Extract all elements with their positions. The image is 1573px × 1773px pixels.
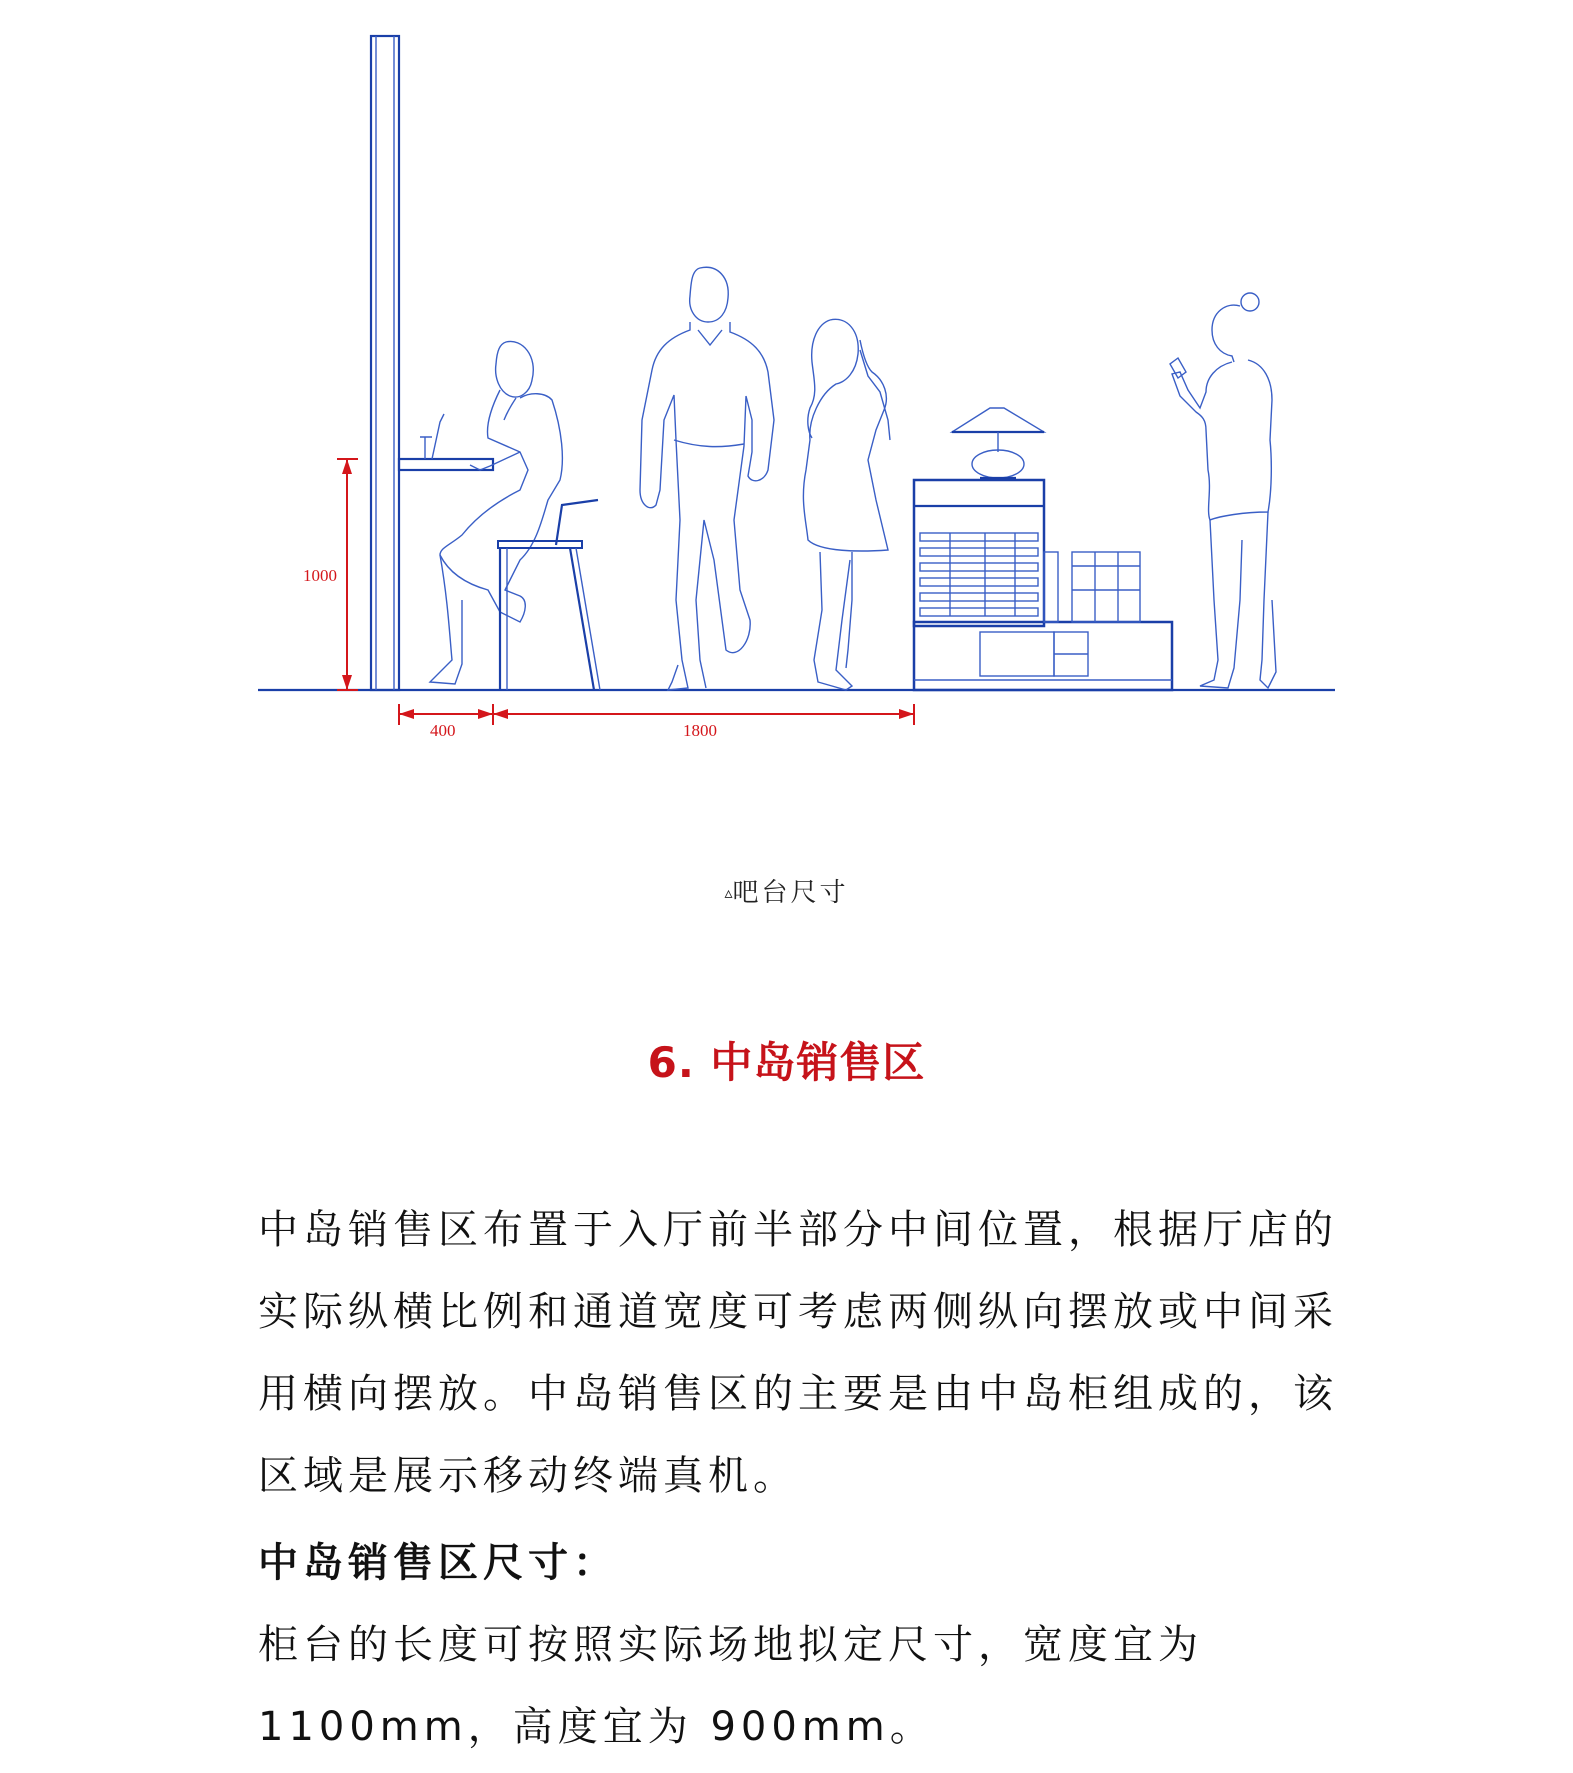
height-dimension-label: 1000: [303, 566, 337, 585]
aisle-dimension-label: 1800: [683, 721, 717, 740]
figure-caption: [0, 872, 1573, 909]
table-lamp: [952, 408, 1044, 478]
section-subheading: 中岛销售区尺寸：: [258, 1540, 618, 1586]
caption-marker: ▵: [724, 883, 733, 902]
laptop-on-counter: [420, 414, 444, 459]
seated-woman-figure: [430, 341, 562, 684]
bar-counter-elevation-drawing: [0, 0, 1573, 760]
bar-stool: [498, 500, 600, 690]
horizontal-dimensions: [399, 704, 914, 725]
section-heading: 6. 中岛销售区: [647, 1038, 926, 1087]
section-paragraph: 中岛销售区布置于入厅前半部分中间位置，根据厅店的实际纵横比例和通道宽度可考虑两侧纵向摆放或中间采用横向摆放。中岛销售区的主要是由中岛柜组成的，该区域是展示移动终端真机。: [258, 1207, 1338, 1499]
caption-text: 吧台尺寸: [732, 878, 849, 908]
depth-dimension-label: 400: [430, 721, 456, 740]
bar-counter: [399, 459, 493, 470]
display-cabinet: [914, 480, 1172, 690]
section-paragraph-2: 柜台的长度可按照实际场地拟定尺寸，宽度宜为1100mm，高度宜为 900mm。: [258, 1622, 1203, 1750]
walking-man-figure: [640, 267, 774, 690]
standing-woman-with-phone-figure: [1170, 293, 1276, 688]
wall-column: [371, 36, 399, 690]
height-dimension: [337, 459, 358, 690]
woman-on-phone-figure: [803, 319, 890, 690]
